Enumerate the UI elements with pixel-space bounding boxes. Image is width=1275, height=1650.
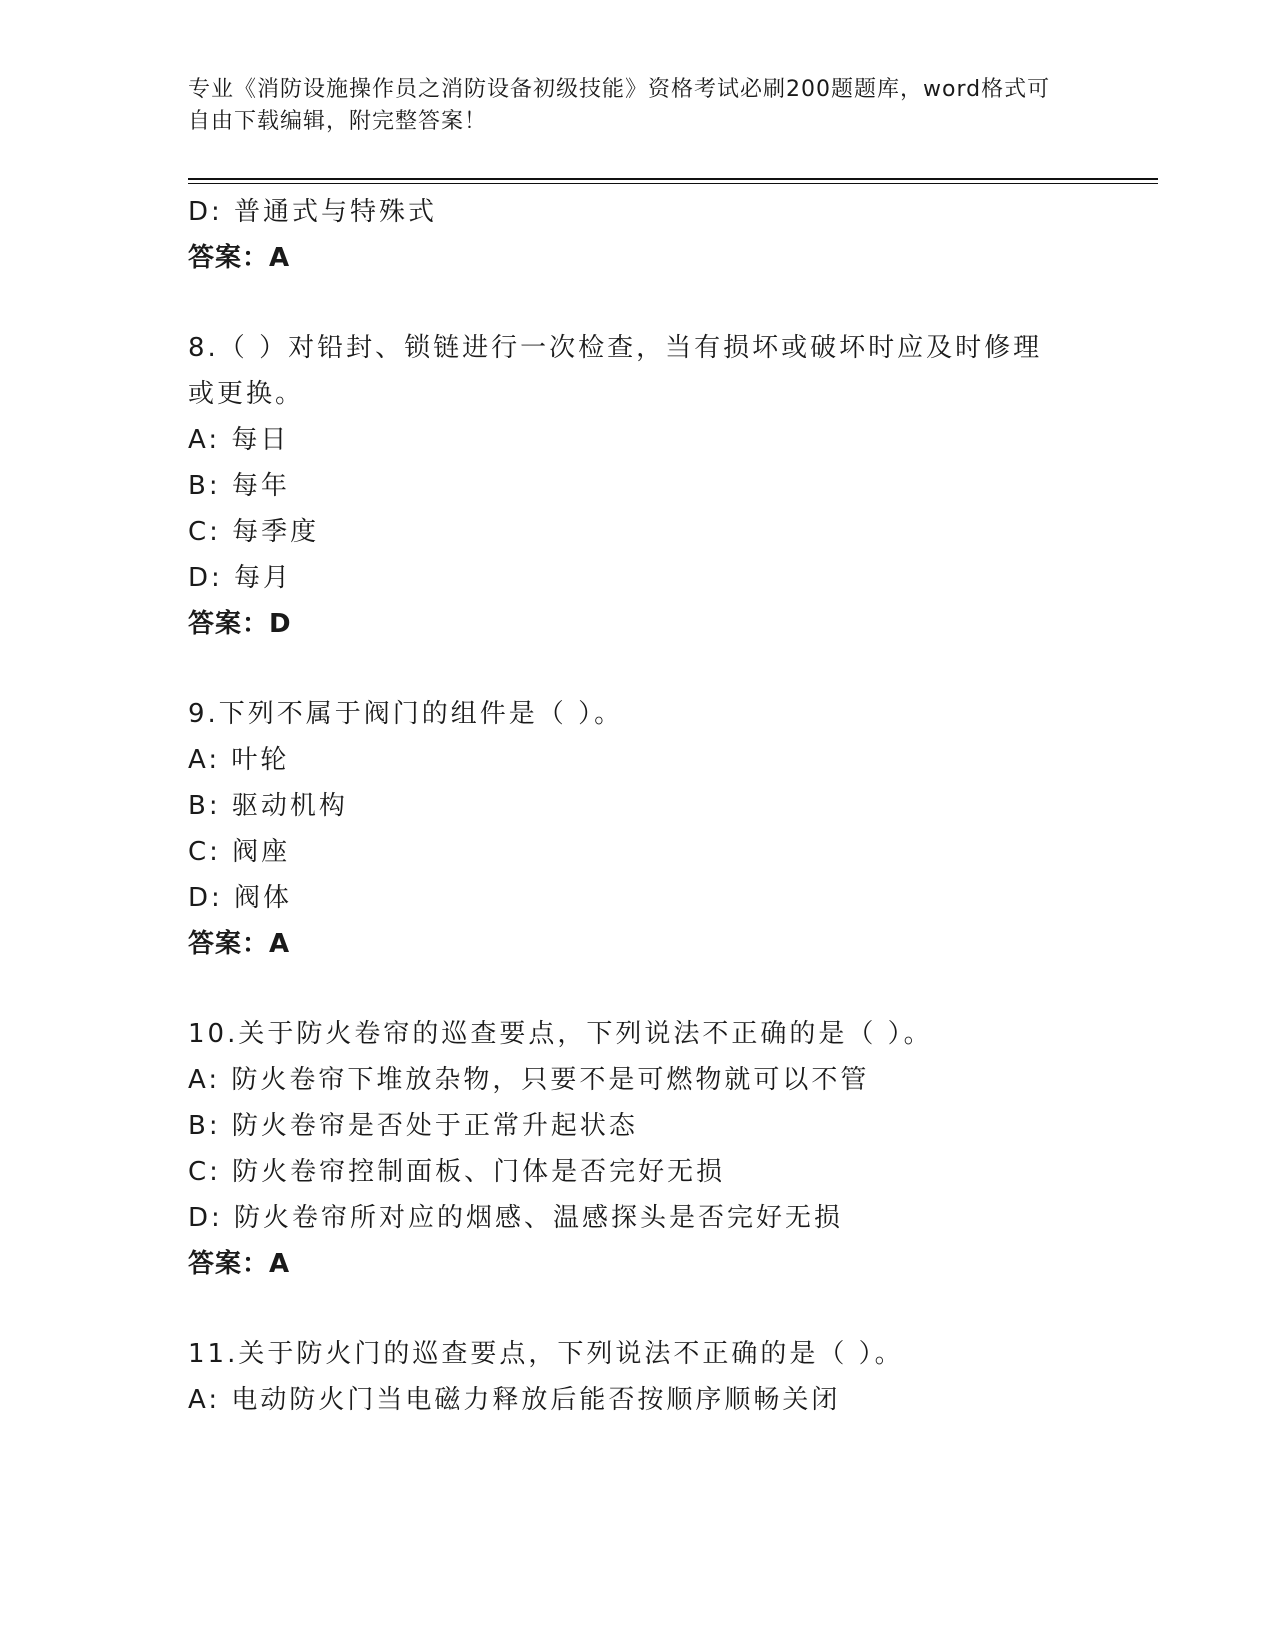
question-8-option-c: C: 每季度 [188,517,320,547]
question-9-option-b: B: 驱动机构 [188,791,348,821]
question-8-option-a: A: 每日 [188,425,290,455]
question-10 [188,1011,1068,1287]
question-8-stem-line1: 8.（ ）对铅封、锁链进行一次检查，当有损坏或破坏时应及时修理 [188,333,1043,363]
header-rule-thin [188,183,1158,184]
question-10-stem: 10.关于防火卷帘的巡查要点，下列说法不正确的是（ ）。 [188,1019,933,1049]
question-9-answer: 答案：A [188,929,291,959]
question-9-option-a: A: 叶轮 [188,745,290,775]
document-header: 专业《消防设施操作员之消防设备初级技能》资格考试必刷200题题库，word格式可自由下载编辑，附完整答案！ [188,77,1051,134]
question-9-stem: 9.下列不属于阀门的组件是（ ）。 [188,699,624,729]
question-10-answer: 答案：A [188,1249,291,1279]
question-11-stem: 11.关于防火门的巡查要点，下列说法不正确的是（ ）。 [188,1339,904,1369]
question-9 [188,691,1068,967]
leading-answer: 答案：A [188,243,291,273]
question-8-option-b: B: 每年 [188,471,290,501]
question-11-option-a: A: 电动防火门当电磁力释放后能否按顺序顺畅关闭 [188,1385,841,1415]
question-11 [188,1331,1068,1423]
question-8-stem-line2: 或更换。 [188,379,305,409]
question-10-option-b: B: 防火卷帘是否处于正常升起状态 [188,1111,638,1141]
leading-option-d: D: 普通式与特殊式 [188,197,438,227]
question-10-option-d: D: 防火卷帘所对应的烟感、温感探头是否完好无损 [188,1203,844,1233]
question-8-option-d: D: 每月 [188,563,293,593]
question-8 [188,325,1068,647]
question-list [188,189,1068,1423]
question-9-option-d: D: 阀体 [188,883,293,913]
question-10-option-c: C: 防火卷帘控制面板、门体是否完好无损 [188,1157,726,1187]
question-10-option-a: A: 防火卷帘下堆放杂物，只要不是可燃物就可以不管 [188,1065,870,1095]
question-8-answer: 答案：D [188,609,292,639]
header-rule-thick [188,178,1158,180]
question-9-option-c: C: 阀座 [188,837,291,867]
